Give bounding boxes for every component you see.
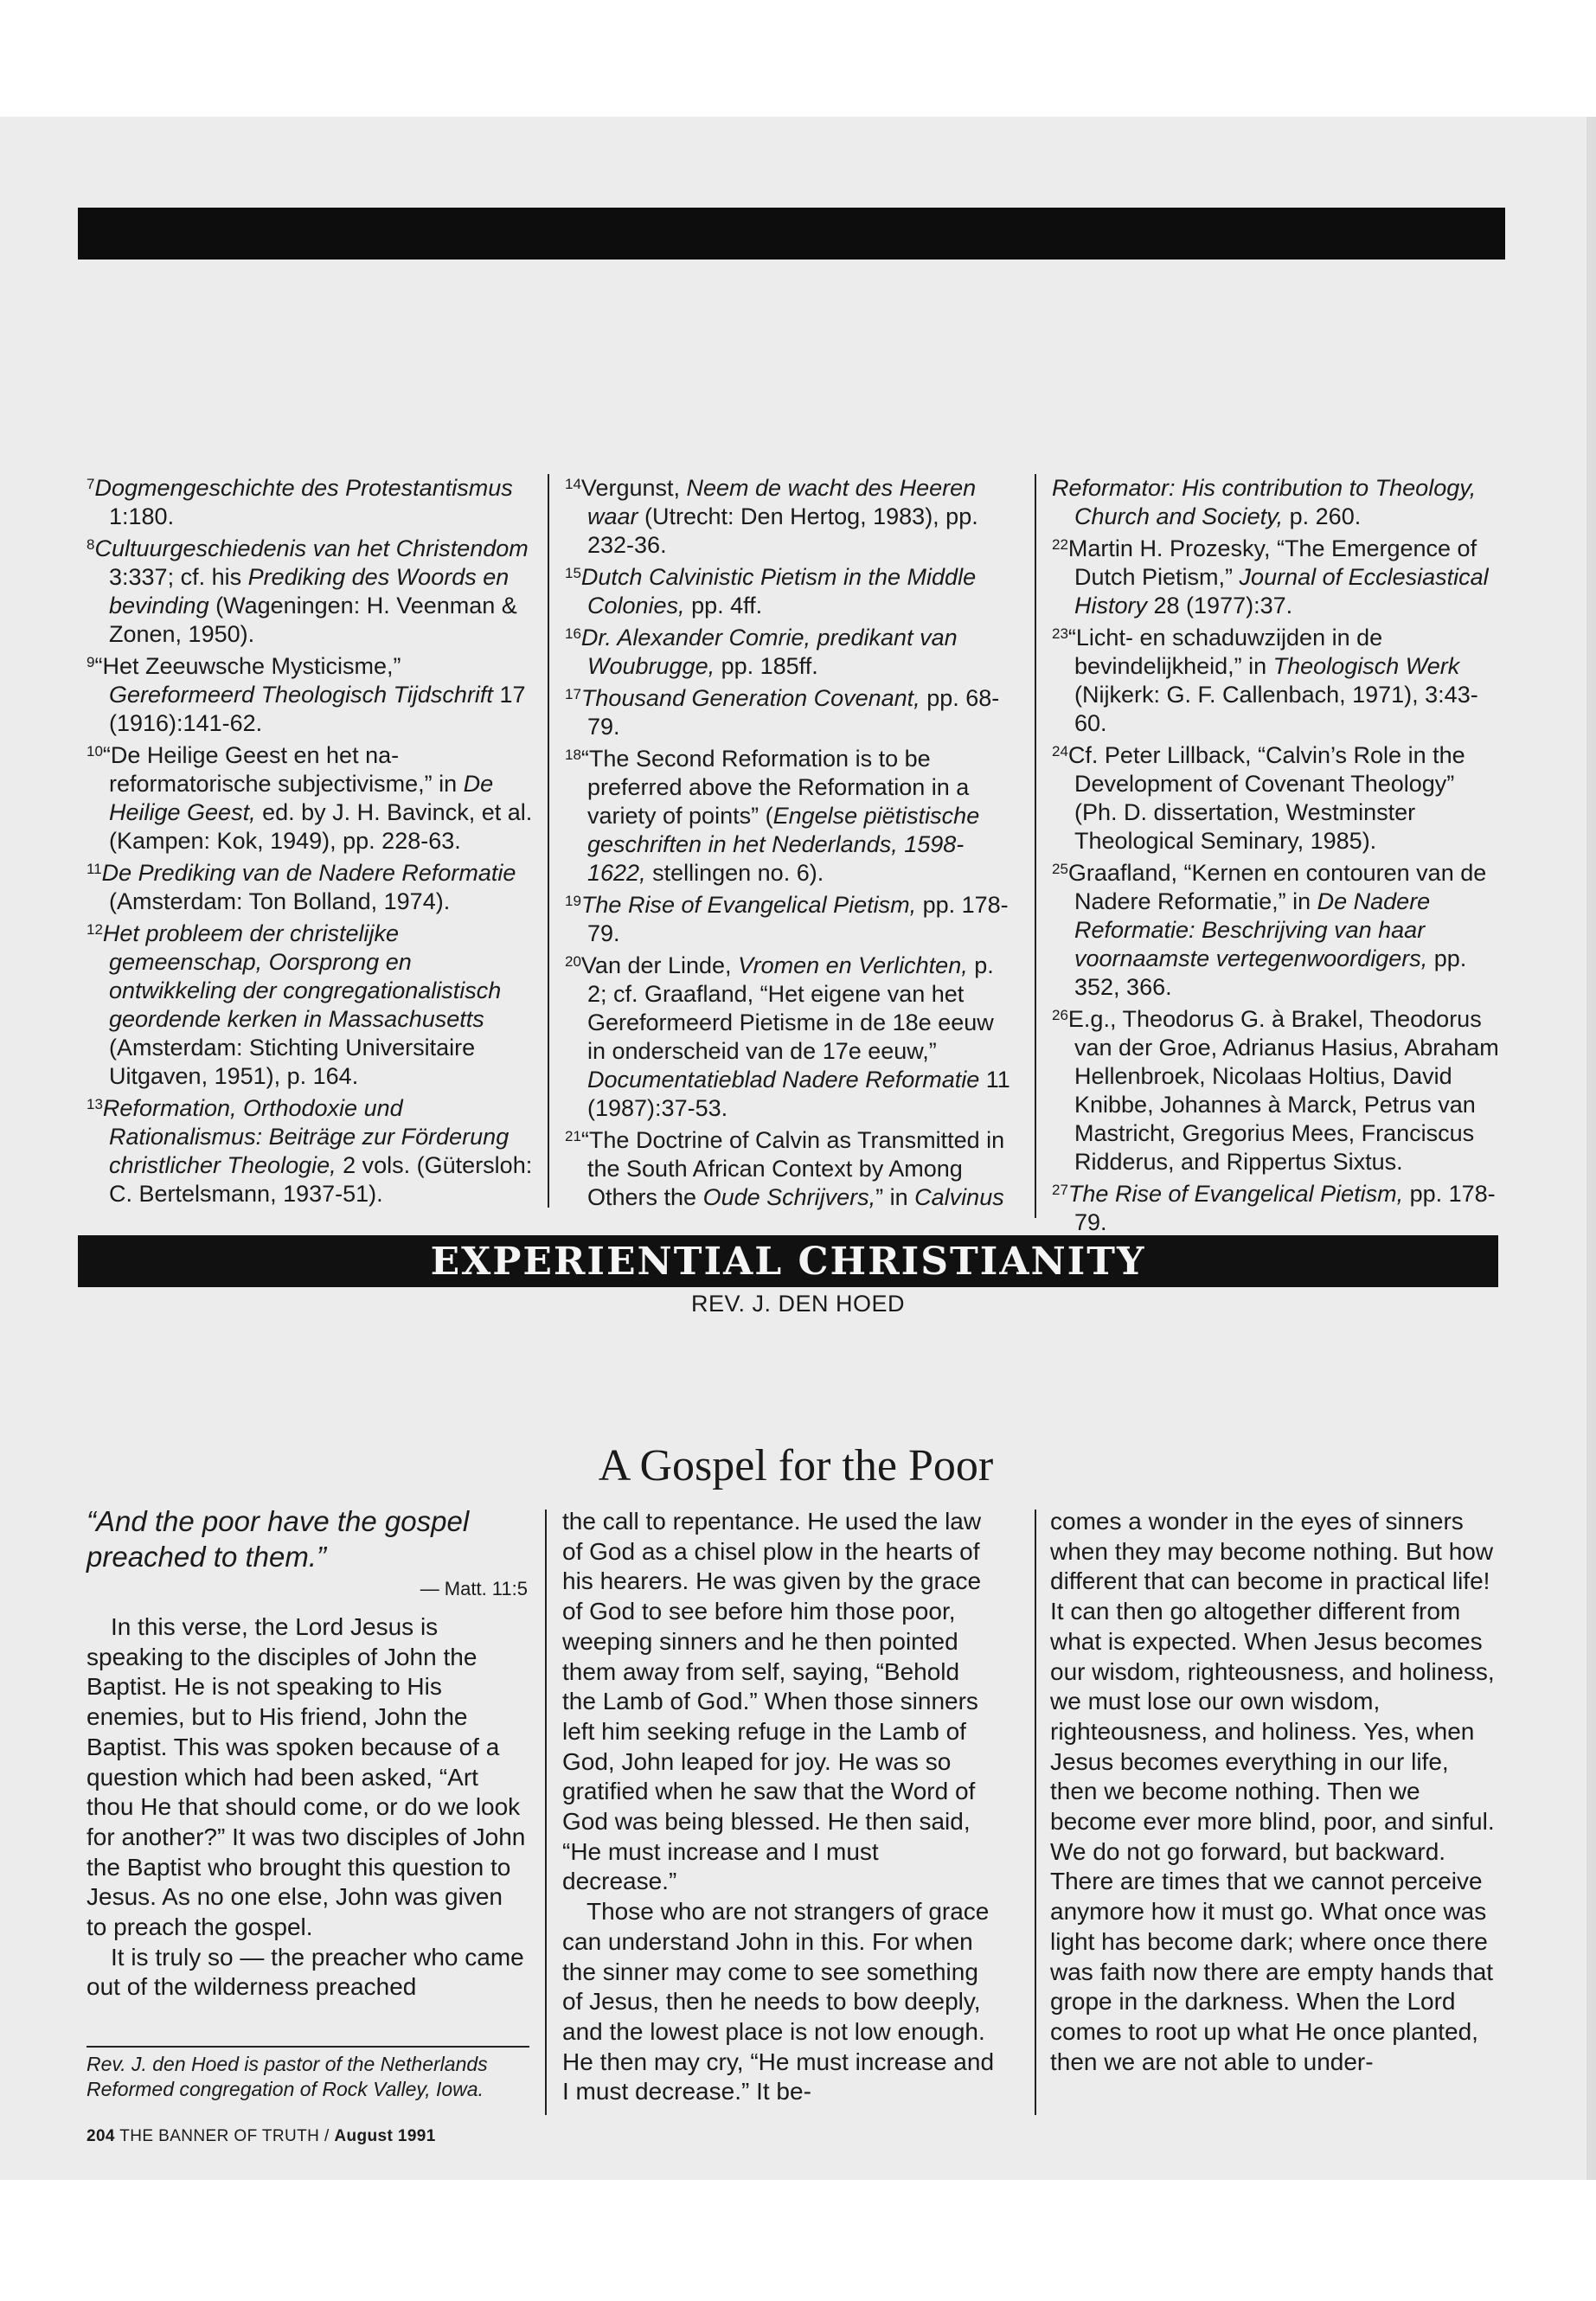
- endnote-text: “Het Zeeuwsche Mysticisme,”: [94, 653, 401, 679]
- endnote-text: “Licht- en schaduwzijden in de bevindelijkheid,” in: [1067, 625, 1383, 679]
- endnotes-column-3: [1052, 474, 1502, 1240]
- endnote-number: 21: [565, 1128, 581, 1144]
- endnote-number: 14: [565, 476, 581, 492]
- endnote: [1052, 859, 1502, 1002]
- endnote-text: (Wageningen: H. Veenman & Zonen, 1950).: [109, 593, 517, 647]
- endnote-number: 26: [1052, 1007, 1068, 1023]
- article-column-3: [1050, 1507, 1500, 2077]
- column-rule: [1035, 474, 1036, 1218]
- endnote-text: (Amsterdam: Ton Bolland, 1974).: [109, 888, 451, 914]
- header-bar: [78, 208, 1505, 260]
- endnote: [87, 1094, 541, 1208]
- endnote-text: Prediking des Woords en bevinding: [109, 564, 510, 619]
- endnote-text: 1:180.: [109, 503, 175, 529]
- endnote-text: Gereformeerd Theologisch Tijdschrift: [109, 682, 493, 708]
- endnote-text: Oude Schrijvers,: [702, 1184, 876, 1210]
- endnote-text: pp. 178-79.: [1074, 1181, 1496, 1235]
- endnote-text: (Utrecht: Den Hertog, 1983), pp. 232-36.: [587, 503, 978, 558]
- endnote: [87, 741, 541, 856]
- author-bio: Rev. J. den Hoed is pastor of the Netherlands Reformed congregation of Rock Valley, Iowa.: [87, 2053, 488, 2100]
- endnote: [87, 859, 541, 916]
- endnote-number: 13: [87, 1096, 103, 1112]
- endnotes-column-1: [87, 474, 541, 1212]
- page-number: 204: [87, 2127, 115, 2145]
- endnote-text: The Rise of Evangelical Pietism,: [1067, 1181, 1404, 1207]
- endnote: [565, 474, 1015, 560]
- endnote-number: 12: [87, 921, 103, 938]
- endnote-text: “The Doctrine of Calvin as Transmitted in the South African Context by Among Others the: [580, 1127, 1005, 1210]
- endnote-text: Vromen en Verlichten,: [738, 952, 968, 978]
- endnote-number: 7: [87, 476, 95, 492]
- endnote-number: 11: [87, 861, 102, 877]
- endnote-text: Thousand Generation Covenant,: [580, 685, 920, 711]
- endnote-number: 17: [565, 686, 581, 702]
- endnote: [565, 563, 1015, 620]
- endnote-text: pp. 178-79.: [587, 892, 1009, 946]
- endnote-text: Neem de wacht des Heeren waar: [587, 475, 977, 529]
- article-title: A Gospel for the Poor: [598, 1441, 994, 1490]
- endnote: [87, 652, 541, 738]
- endnote: [565, 624, 1015, 681]
- endnote-text: p. 260.: [1283, 503, 1362, 529]
- article-paragraph: the call to repentance. He used the law of God as a chisel plow in the hearts of his hearers. He was given by the grace of God to see before him those poor, weeping sinners and he then pointed them away from self, saying, “Behold the Lamb of God.” When those sinners left him seeking refuge in the Lamb of God, John leaped for joy. He was so gratified when he saw that the Word of God was being blessed. He then said, “He must increase and I must decrease.”: [562, 1508, 982, 1895]
- page-edge: [1586, 117, 1596, 2180]
- endnote-number: 10: [87, 743, 103, 760]
- endnote-text: (Amsterdam: Stichting Universitaire Uitgaven, 1951), p. 164.: [109, 1035, 476, 1089]
- endnote: [1052, 624, 1502, 738]
- article-paragraph: Those who are not strangers of grace can understand John in this. For when the sinner may come to see something of Jesus, then he needs to bow deeply, and the lowest place is not low enough. He then may cry, “He must increase and I must decrease.” It be-: [562, 1898, 995, 2106]
- endnote-text: Dutch Calvinistic Pietism in the Middle Colonies,: [580, 564, 977, 619]
- author-byline: REV. J. DEN HOED: [690, 1291, 906, 1317]
- article-paragraph: It is truly so — the preacher who came out of the wilderness preached: [87, 1943, 524, 2001]
- endnote-text: Het probleem der christelijke gemeenschap, Oorsprong en ontwikkeling der congregationalistisch geordende kerken in Massachusetts: [102, 920, 502, 1032]
- endnote-text: stellingen no. 6).: [645, 860, 824, 886]
- endnote-text: ” in: [875, 1184, 915, 1210]
- endnote: [1052, 1180, 1502, 1237]
- endnote-text: Documentatieblad Nadere Reformatie: [587, 1067, 980, 1093]
- endnote-text: Vergunst,: [580, 475, 687, 501]
- epigraph-reference: — Matt. 11:5: [420, 1578, 528, 1599]
- endnote: [87, 474, 541, 531]
- endnotes-column-2: [565, 474, 1015, 1215]
- endnote-text: Graafland, “Kernen en contouren van de Nadere Reformatie,” in: [1067, 860, 1487, 914]
- endnote-text: E.g., Theodorus G. à Brakel, Theodorus van der Groe, Adrianus Hasius, Abraham Hellenbroek, Nicolaas Holtius, David Knibbe, Johannes à Marck, Petrus van Mastricht, Gregorius Mees, Franciscus Ridderus, and Rippertus Sixtus.: [1067, 1006, 1499, 1175]
- endnote: [1052, 535, 1502, 620]
- endnote-number: 23: [1052, 625, 1068, 642]
- endnote-text: Dogmengeschichte des Protestantismus: [94, 475, 513, 501]
- endnote-text: De Heilige Geest,: [109, 771, 494, 825]
- endnote-text: Calvinus: [914, 1184, 1004, 1210]
- endnote-text: Theologisch Werk: [1272, 653, 1460, 679]
- endnote-text: Dr. Alexander Comrie, predikant van Woubrugge,: [580, 625, 958, 679]
- issue-date: August 1991: [334, 2127, 436, 2145]
- endnote-number: 25: [1052, 861, 1068, 877]
- endnote-number: 24: [1052, 743, 1068, 760]
- bio-divider: [87, 2046, 529, 2048]
- endnote-text: 3:337; cf. his: [109, 564, 248, 590]
- endnote-text: Journal of Ecclesiastical History: [1074, 564, 1489, 619]
- endnote: [565, 1126, 1015, 1212]
- column-rule: [1035, 1509, 1036, 2115]
- endnote-text: Reformation, Orthodoxie und Rationalismus: Beiträge zur Förderung christlicher Theologie,: [102, 1095, 510, 1178]
- endnote: [1052, 741, 1502, 856]
- endnote-number: 15: [565, 565, 581, 581]
- endnote-number: 22: [1052, 536, 1068, 553]
- endnote-number: 16: [565, 625, 581, 642]
- endnote-text: De Prediking van de Nadere Reformatie: [101, 860, 516, 886]
- endnote-text: De Nadere Reformatie: Beschrijving van haar voornaamste vertegenwoordigers,: [1074, 888, 1431, 971]
- endnote-text: Cf. Peter Lillback, “Calvin’s Role in the Development of Covenant Theology” (Ph. D. dissertation, Westminster Theological Seminary, 1985).: [1067, 742, 1465, 854]
- endnote: [565, 891, 1015, 948]
- endnote-text: pp. 68-79.: [587, 685, 1000, 740]
- endnote-text: (Nijkerk: G. F. Callenbach, 1971), 3:43-60.: [1074, 682, 1478, 736]
- endnote-text: pp. 352, 366.: [1074, 945, 1467, 1000]
- endnote-text: 28 (1977):37.: [1147, 593, 1293, 619]
- page-footer: [87, 2127, 436, 2146]
- column-rule: [548, 474, 549, 1208]
- endnote: [565, 684, 1015, 741]
- article-column-2: [562, 1507, 999, 2107]
- endnote-number: 8: [87, 536, 95, 553]
- endnote-text: ed. by J. H. Bavinck, et al. (Kampen: Kok, 1949), pp. 228-63.: [109, 799, 533, 854]
- endnote-text: Engelse piëtistische geschriften in het Nederlands, 1598-1622,: [587, 803, 980, 886]
- article-paragraph: comes a wonder in the eyes of sinners when they may become nothing. But how different that can become in practical life! It can then go altogether different from what is expected. When Jesus becomes our wisdom, righteousness, and holiness, we must lose our own wisdom, righteousness, and holiness. Yes, when Jesus becomes everything in our life, then we become nothing. Then we become ever more blind, poor, and sinful. We do not go forward, but backward. There are times that we cannot perceive anymore how it must go. What once was light has become dark; where once there was faith now there are empty hands that grope in the darkness. When the Lord comes to root up what He once planted, then we are not able to under-: [1050, 1508, 1495, 2075]
- endnote-number: 18: [565, 747, 581, 763]
- endnote: [87, 920, 541, 1091]
- endnote-text: 2 vols. (Gütersloh: C. Bertelsmann, 1937-51).: [109, 1152, 533, 1207]
- endnote-text: 17 (1916):141-62.: [109, 682, 526, 736]
- endnote-number: 19: [565, 893, 581, 909]
- endnote-text: “The Second Reformation is to be preferred above the Reformation in a variety of points” (: [580, 746, 970, 829]
- section-title: EXPERIENTIAL CHRISTIANITY: [430, 1239, 1146, 1284]
- epigraph-quote: “And the poor have the gospel preached to them.”: [87, 1505, 470, 1573]
- endnote-text: The Rise of Evangelical Pietism,: [580, 892, 917, 918]
- endnote-number: 9: [87, 654, 95, 670]
- endnote: [565, 952, 1015, 1123]
- endnote-text: pp. 185ff.: [715, 653, 818, 679]
- column-rule: [545, 1509, 547, 2115]
- endnote-text: p. 2; cf. Graafland, “Het eigene van het Gereformeerd Pietisme in de 18e eeuw in onderscheid van de 17e eeuw,”: [587, 952, 994, 1064]
- endnote-text: 11 (1987):37-53.: [587, 1067, 1010, 1121]
- endnote-number: 20: [565, 953, 581, 970]
- endnote-text: Van der Linde,: [580, 952, 739, 978]
- endnote: [1052, 1005, 1502, 1176]
- endnote-text: Martin H. Prozesky, “The Emergence of Dutch Pietism,”: [1067, 535, 1477, 590]
- endnote: [565, 745, 1015, 888]
- endnote-text: “De Heilige Geest en het na-reformatorische subjectivisme,” in: [102, 742, 464, 797]
- publication-name: THE BANNER OF TRUTH /: [119, 2127, 330, 2145]
- endnote: [87, 535, 541, 649]
- endnote: [1052, 474, 1502, 531]
- endnote-text: Reformator: His contribution to Theology, Church and Society,: [1052, 475, 1477, 529]
- article-paragraph: In this verse, the Lord Jesus is speaking to the disciples of John the Baptist. He is not speaking to His enemies, but to His friend, John the Baptist. This was spoken because of a question which had been asked, “Art thou He that should come, or do we look for another?” It was two disciples of John the Baptist who brought this question to Jesus. As no one else, John was given to preach the gospel.: [87, 1613, 526, 1941]
- section-banner: [78, 1235, 1498, 1287]
- endnote-number: 27: [1052, 1182, 1068, 1198]
- article-column-1: [87, 1612, 529, 2003]
- endnote-text: pp. 4ff.: [684, 593, 763, 619]
- endnote-text: Cultuurgeschiedenis van het Christendom: [94, 535, 529, 561]
